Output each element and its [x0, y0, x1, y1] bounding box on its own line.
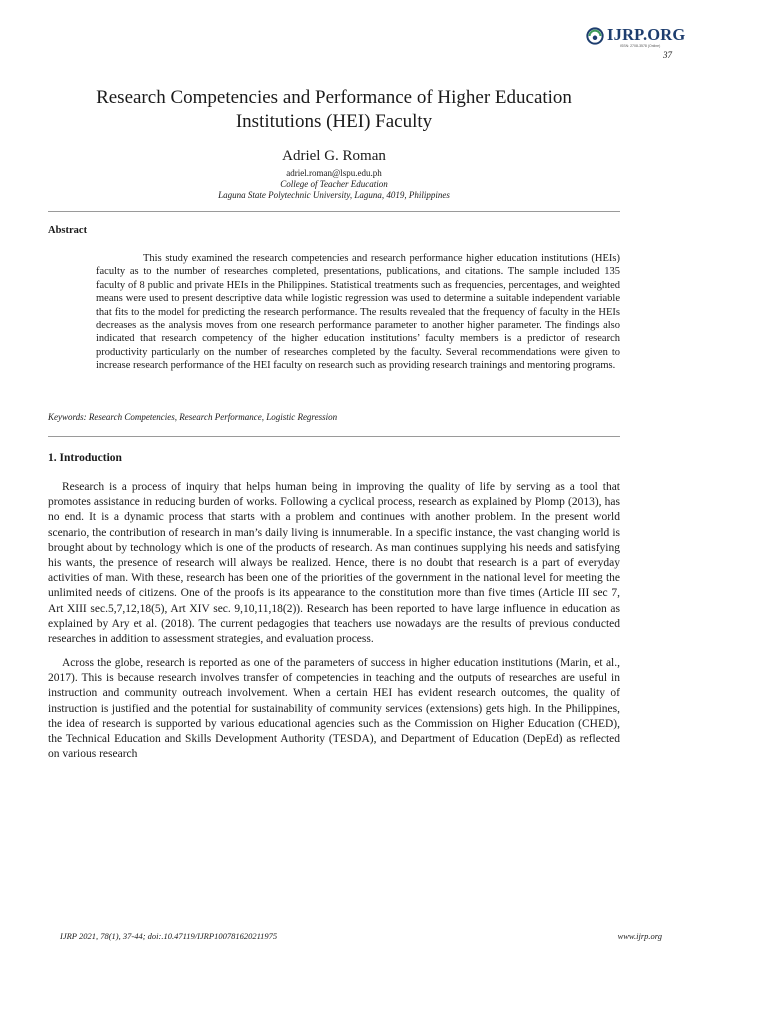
author-name: Adriel G. Roman — [282, 148, 386, 164]
page-number: 37 — [663, 50, 672, 60]
abstract-heading: Abstract — [48, 225, 88, 236]
globe-icon — [586, 27, 604, 45]
paper-title — [48, 86, 620, 134]
author-college: College of Teacher Education — [280, 179, 388, 189]
title-line-2: Institutions (HEI) Faculty — [235, 111, 433, 132]
title-line-1: Research Competencies and Performance of Higher Education — [96, 87, 572, 108]
logo-subtitle: ISSN: 2708-3578 (Online) — [620, 44, 661, 48]
keywords: Keywords: Research Competencies, Research Performance, Logistic Regression — [48, 412, 338, 422]
footer-citation: IJRP 2021, 78(1), 37-44; doi:.10.47119/IJRP100781620211975 — [60, 931, 278, 941]
introduction-paragraph-2: Across the globe, research is reported as one of the parameters of success in higher education institutions (Marin, et al., 2017). This is because research involves transfer of competencies in teaching and the outputs of researches are useful in instruction and community outreach involvement. When a certain HEI has evident research outcomes, the quality of instruction is justified and the potential for sustainability of community services (extensions) gets high. In the Philippines, the idea of research is supported by various educational agencies such as the Commission on Higher Education (CHED), the Technical Education and Skills Development Authority (TESDA), and Department of Education (DepEd) as reflected on various research — [48, 657, 620, 761]
footer-website: www.ijrp.org — [617, 931, 662, 941]
introduction-paragraph-1: Research is a process of inquiry that helps human being in improving the quality of life by serving as a tool that promotes assistance in reducing burden of works. Following a cyclical process, research as explained by Plomp (2013), has no end. It is a dynamic process that starts with a problem and continues with another problem. In the present world scenario, the contribution of research in man’s daily living is innumerable. In a specific instance, the vast changing world is brought about by technology which is one of the products of research. As man continues supplying his needs and satisfying his wants, the presence of research will always be realized. Hence, there is no doubt that research is a part of everyday activities of man. With these, research has been one of the priorities of the government in the national level for meeting the unlimited needs of citizens. One of the proofs is its appearance to the constitution more than five times (Article III sec 7, Art XIII sec.5,7,12,18(5), Art XIV sec. 9,10,11,18(2)). Research has been reported to have large influence in education as explained by Ary et al. (2018). The current pedagogies that teachers use nowadays are the results of previous conducted researches in addition to assessment strategies, and evaluation process. — [48, 481, 620, 646]
section-heading-introduction: 1. Introduction — [48, 452, 122, 464]
author-university: Laguna State Polytechnic University, Laguna, 4019, Philippines — [218, 190, 450, 200]
ijrp-logo — [586, 26, 690, 50]
divider-bottom — [48, 436, 620, 437]
author-email: adriel.roman@lspu.edu.ph — [286, 168, 382, 178]
abstract-text: This study examined the research competencies and research performance higher education institutions (HEIs) faculty as to the number of researches completed, presentations, publications, and citations. The sample included 135 faculty of 8 public and private HEIs in the Philippines. Statistical treatments such as frequencies, percentages, and weighted means were used to present descriptive data while logistic regression was used to determine a suitable independent variable that fits to the model for predicting the research performance. The results revealed that the frequency of faculty in the HEIs decreases as the analysis moves from one research performance parameter to another higher parameter. The findings also indicated that research competency of the higher education institutions’ faculty members is a predictor of research productivity particularly on the number of researches completed by the faculty. Several recommendations were given to increase research performance of the HEI faculty on research such as providing research trainings and mentoring programs. — [96, 253, 620, 372]
logo-text: IJRP.ORG — [607, 25, 686, 44]
divider-top — [48, 211, 620, 212]
